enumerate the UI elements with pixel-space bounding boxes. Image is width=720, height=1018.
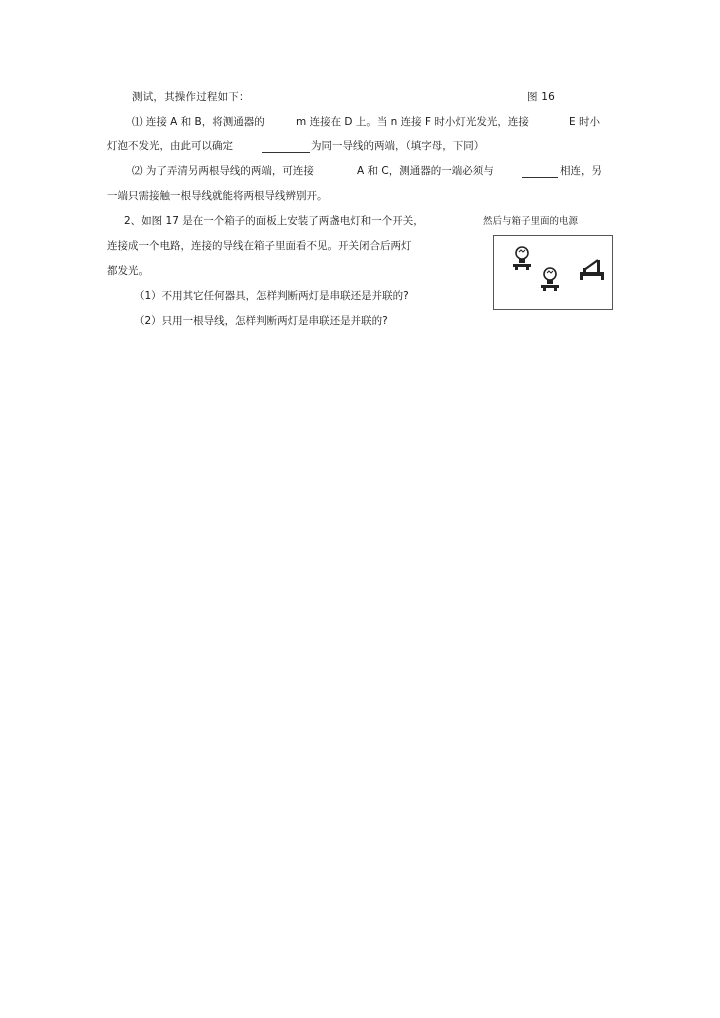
problem2-text-b: 然后与箱子里面的电源 [483,216,579,227]
q1-text-a: ⑴ 连接 A 和 B，将测通器的 [132,116,265,128]
figure-17-panel [493,235,613,310]
q1-text-b: m 连接在 D 上。当 n 连接 F 时小灯光发光，连接 [296,116,529,128]
lamp-icon [513,247,531,270]
q2-text-c: 相连，另 [560,165,602,177]
q1-line2-a: 灯泡不发光，由此可以确定 [107,140,233,152]
q2-text-b: A 和 C，测通器的一端必须与 [357,165,494,177]
figure-16-label: 图 16 [527,91,555,103]
problem2-line2: 连接成一个电路，连接的导线在箱子里面看不见。开关闭合后两灯 [107,240,412,252]
intro-line: 测试，其操作过程如下： [132,91,250,103]
problem2-line3: 都发光。 [107,265,149,277]
answer-blank-1 [262,152,310,153]
q1-line2-b: 为同一导线的两端，（填字母，下同） [311,140,485,152]
switch-icon [580,260,604,280]
q1-text-c: E 时小 [569,116,600,128]
lamp-icon [541,268,559,291]
problem2-text-a: 2、如图 17 是在一个箱子的面板上安装了两盏电灯和一个开关， [124,215,424,227]
q2-line2: 一端只需接触一根导线就能将两根导线辨别开。 [107,190,328,202]
sub-question-1: （1）不用其它任何器具，怎样判断两灯是串联还是并联的? [134,290,409,302]
sub-question-2: （2）只用一根导线，怎样判断两灯是串联还是并联的? [134,315,388,327]
q2-text-a: ⑵ 为了弄清另两根导线的两端，可连接 [132,165,314,177]
answer-blank-2 [522,177,558,178]
